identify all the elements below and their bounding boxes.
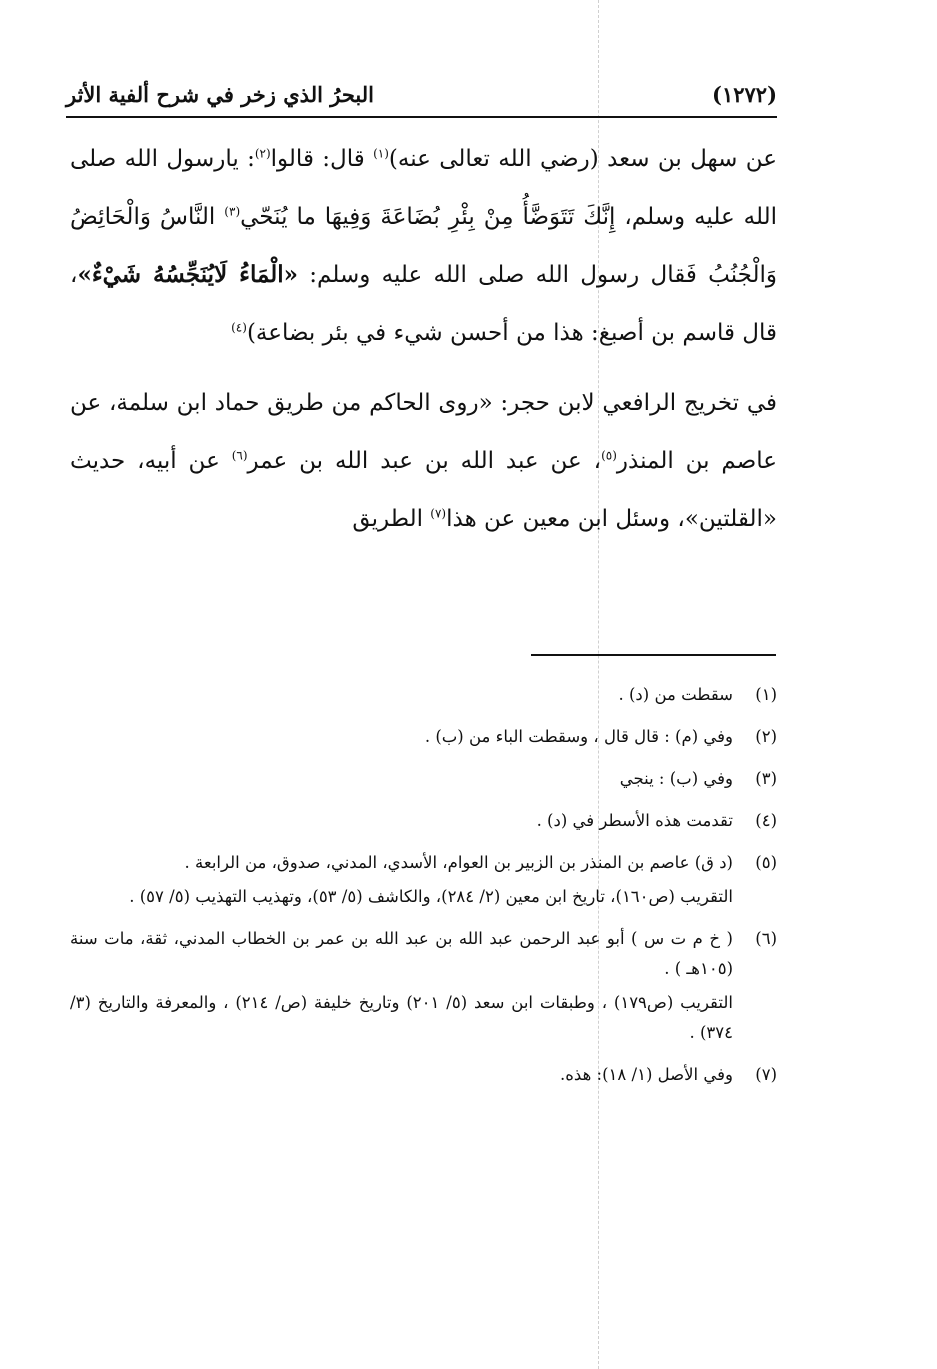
footnotes bbox=[70, 680, 777, 1102]
footnote-number: (٧) bbox=[755, 1065, 777, 1084]
text-run: قال: قالوا bbox=[270, 146, 374, 172]
footnote-ref-7[interactable]: (٧) bbox=[430, 506, 447, 521]
footnote-6 bbox=[70, 924, 777, 1048]
text-run: عن سهل بن سعد (رضي الله تعالى عنه) bbox=[388, 146, 777, 172]
hadith-quote: «الْمَاءُ لَايُنَجِّسُهُ شَيْءٌ» bbox=[77, 261, 299, 288]
footnote-number: (٦) bbox=[755, 929, 777, 948]
footnote-sources: التقريب (ص١٦٠)، تاريخ ابن معين (٢/ ٢٨٤)، والكاشف (٥/ ٥٣)، وتهذيب التهذيب (٥/ ٥٧) . bbox=[129, 887, 733, 906]
footnote-1 bbox=[70, 680, 777, 710]
paragraph-1 bbox=[70, 130, 777, 362]
footnote-2 bbox=[70, 722, 777, 752]
footnote-text: وفي الأصل (١/ ١٨): هذه. bbox=[560, 1065, 733, 1084]
text-run: ، عن عبد الله بن عبد الله بن عمر bbox=[247, 448, 602, 474]
footnote-ref-4[interactable]: (٤) bbox=[231, 320, 247, 335]
page-number: (١٢٧٢) bbox=[712, 81, 777, 107]
footnote-text: ( خ م ت س ) أبو عبد الرحمن عبد الله بن عبد الله بن عمر بن الخطاب المدني، ثقة، مات سنة (١٠٥هـ ) . bbox=[70, 929, 733, 978]
footnote-text: (د ق) عاصم بن المنذر بن الزبير بن العوام، الأسدي، المدني، صدوق، من الرابعة . bbox=[184, 853, 733, 872]
footnote-5 bbox=[70, 848, 777, 912]
footnote-ref-6[interactable]: (٦) bbox=[231, 448, 248, 463]
footnote-number: (٤) bbox=[755, 811, 777, 830]
footnote-text: سقطت من (د) . bbox=[618, 685, 733, 704]
text-run: النَّاسُ وَالْحَائِضُ وَالْجُنُبُ فَقال رسول الله صلى الله عليه وسلم: bbox=[70, 204, 778, 288]
footnote-number: (١) bbox=[755, 685, 777, 704]
text-run: عن أبيه، حديث «القلتين»، وسئل ابن معين عن هذا bbox=[70, 448, 777, 532]
header-rule bbox=[66, 116, 777, 118]
footnote-7 bbox=[70, 1060, 777, 1090]
footnote-4 bbox=[70, 806, 777, 836]
footnote-number: (٢) bbox=[755, 727, 777, 746]
footnote-ref-3[interactable]: (٣) bbox=[224, 204, 241, 219]
footnote-number: (٣) bbox=[755, 769, 777, 788]
footnote-number: (٥) bbox=[755, 853, 777, 872]
text-run: الطريق bbox=[352, 506, 431, 532]
footnote-text: وفي (م) : قال قال ، وسقطت الباء من (ب) . bbox=[424, 727, 733, 746]
footnote-ref-5[interactable]: (٥) bbox=[601, 448, 617, 463]
footnote-ref-2[interactable]: (٢) bbox=[254, 146, 271, 161]
footnote-3 bbox=[70, 764, 777, 794]
running-header bbox=[66, 74, 777, 114]
footnote-ref-1[interactable]: (١) bbox=[373, 146, 389, 161]
running-title: البحرُ الذي زخر في شرح ألفية الأثر bbox=[66, 81, 374, 107]
footnote-separator bbox=[531, 654, 776, 656]
footnote-sources: التقريب (ص١٧٩) ، وطبقات ابن سعد (٥/ ٢٠١) وتاريخ خليفة (ص/ ٢١٤) ، والمعرفة والتاريخ (٣/ ٣٧٤) . bbox=[70, 993, 733, 1042]
main-text bbox=[70, 130, 777, 548]
text-run: ، قال قاسم بن أصبغ: هذا من أحسن شيء في بئر بضاعة) bbox=[70, 262, 777, 346]
footnote-text: تقدمت هذه الأسطر في (د) . bbox=[536, 811, 733, 830]
footnote-text: وفي (ب) : ينجي bbox=[619, 769, 733, 788]
paragraph-2 bbox=[70, 374, 777, 548]
text-run: في تخريج الرافعي لابن حجر: «روى الحاكم من طريق حماد ابن سلمة، عن عاصم بن المنذر bbox=[70, 390, 777, 474]
text-run: : يارسول الله صلى الله عليه وسلم، إِنَّكَ تَتَوَضَّأُ مِنْ بِئْرِ بُضَاعَةَ وَفِيهَا ما يُنَحّي bbox=[70, 146, 777, 230]
